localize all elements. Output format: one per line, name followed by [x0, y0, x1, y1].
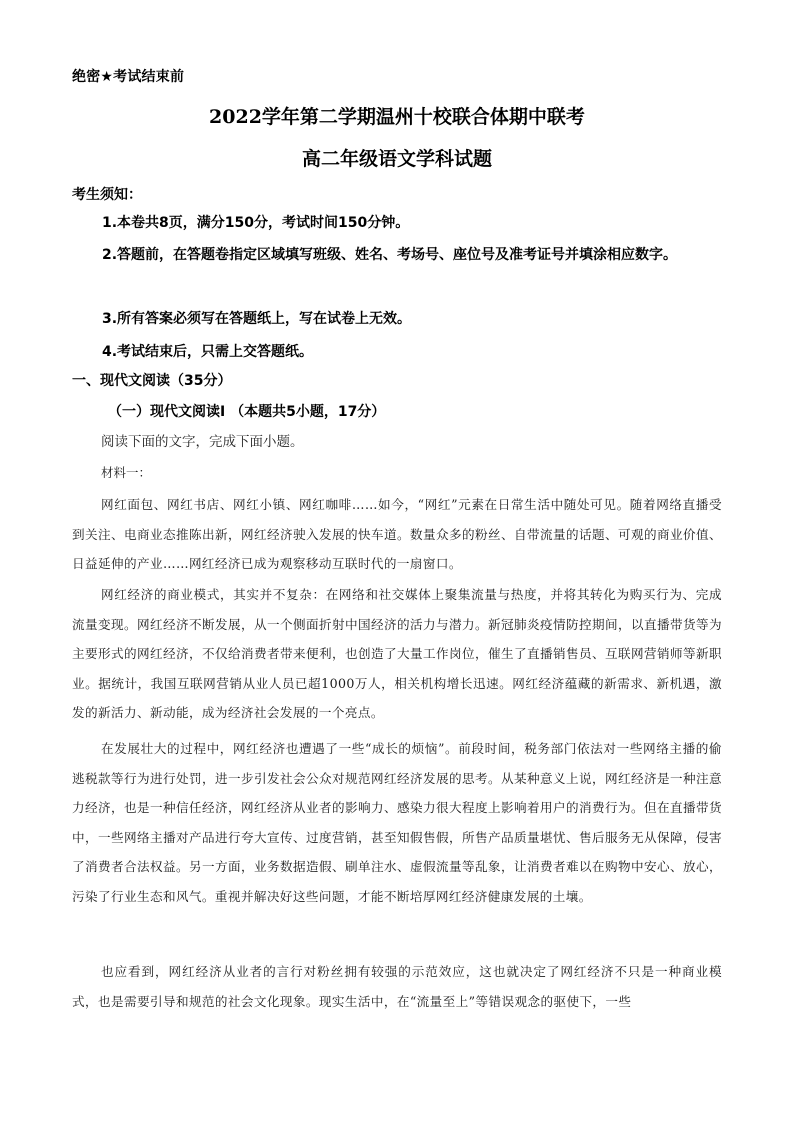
reading-instruction: 阅读下面的文字，完成下面小题。 — [101, 434, 304, 450]
exam-subtitle: 高二年级语文学科试题 — [301, 148, 492, 170]
material-paragraph-4: 也应看到，网红经济从业者的言行对粉丝拥有较强的示范效应，这也就决定了网红经济不只是一种商业模式，也是需要引导和规范的社会文化现象。现实生活中，在“流量至上”等错误观念的驱使下，一些 — [72, 964, 722, 1009]
notice-item-1: 1.本卷共8页，满分150分，考试时间150分钟。 — [102, 215, 410, 231]
confidential-label: 绝密★考试结束前 — [72, 69, 185, 85]
subsection-heading: （一）现代文阅读Ⅰ （本题共5小题，17分） — [108, 404, 386, 420]
notice-item-3: 3.所有答案必须写在答题纸上，写在试卷上无效。 — [102, 311, 412, 327]
material-paragraph-3: 在发展壮大的过程中，网红经济也遭遇了一些“成长的烦恼”。前段时间，税务部门依法对一些网络主播的偷逃税款等行为进行处罚，进一步引发社会公众对规范网红经济发展的思考。从某种意义上说，网红经济是一种注意力经济，也是一种信任经济，网红经济从业者的影响力、感染力很大程度上影响着用户的消费行为。但在直播带货中，一些网络主播对产品进行夸大宣传、过度营销，甚至知假售假，所售产品质量堪忧、售后服务无从保障，侵害了消费者合法权益。另一方面，业务数据造假、刷单注水、虚假流量等乱象，让消费者难以在购物中安心、放心，污染了行业生态和风气。重视并解决好这些问题，才能不断培厚网红经济健康发展的土壤。 — [72, 741, 722, 904]
exam-title: 2022学年第二学期温州十校联合体期中联考 — [209, 106, 585, 128]
notice-item-2: 2.答题前，在答题卷指定区域填写班级、姓名、考场号、座位号及准考证号并填涂相应数字。 — [102, 247, 678, 263]
material-paragraph-2: 网红经济的商业模式，其实并不复杂：在网络和社交媒体上聚集流量与热度，并将其转化为购买行为、完成流量变现。网红经济不断发展，从一个侧面折射中国经济的活力与潜力。新冠肺炎疫情防控期间，以直播带货等为主要形式的网红经济，不仅给消费者带来便利，也创造了大量工作岗位，催生了直播销售员、互联网营销师等新职业。据统计，我国互联网营销从业人员已超1000万人，相关机构增长迅速。网红经济蕴藏的新需求、新机遇，激发的新活力、新动能，成为经济社会发展的一个亮点。 — [72, 587, 722, 720]
section-heading: 一、现代文阅读（35分） — [72, 373, 232, 389]
material-label: 材料一： — [101, 465, 152, 480]
notice-heading: 考生须知： — [72, 187, 142, 203]
material-paragraph-1: 网红面包、网红书店、网红小镇、网红咖啡……如今，“网红”元素在日常生活中随处可见。随着网络直播受到关注、电商业态推陈出新，网红经济驶入发展的快车道。数量众多的粉丝、自带流量的话题、可观的商业价值、日益延伸的产业……网红经济已成为观察移动互联时代的一扇窗口。 — [72, 497, 722, 571]
notice-item-4: 4.考试结束后，只需上交答题纸。 — [102, 344, 314, 360]
